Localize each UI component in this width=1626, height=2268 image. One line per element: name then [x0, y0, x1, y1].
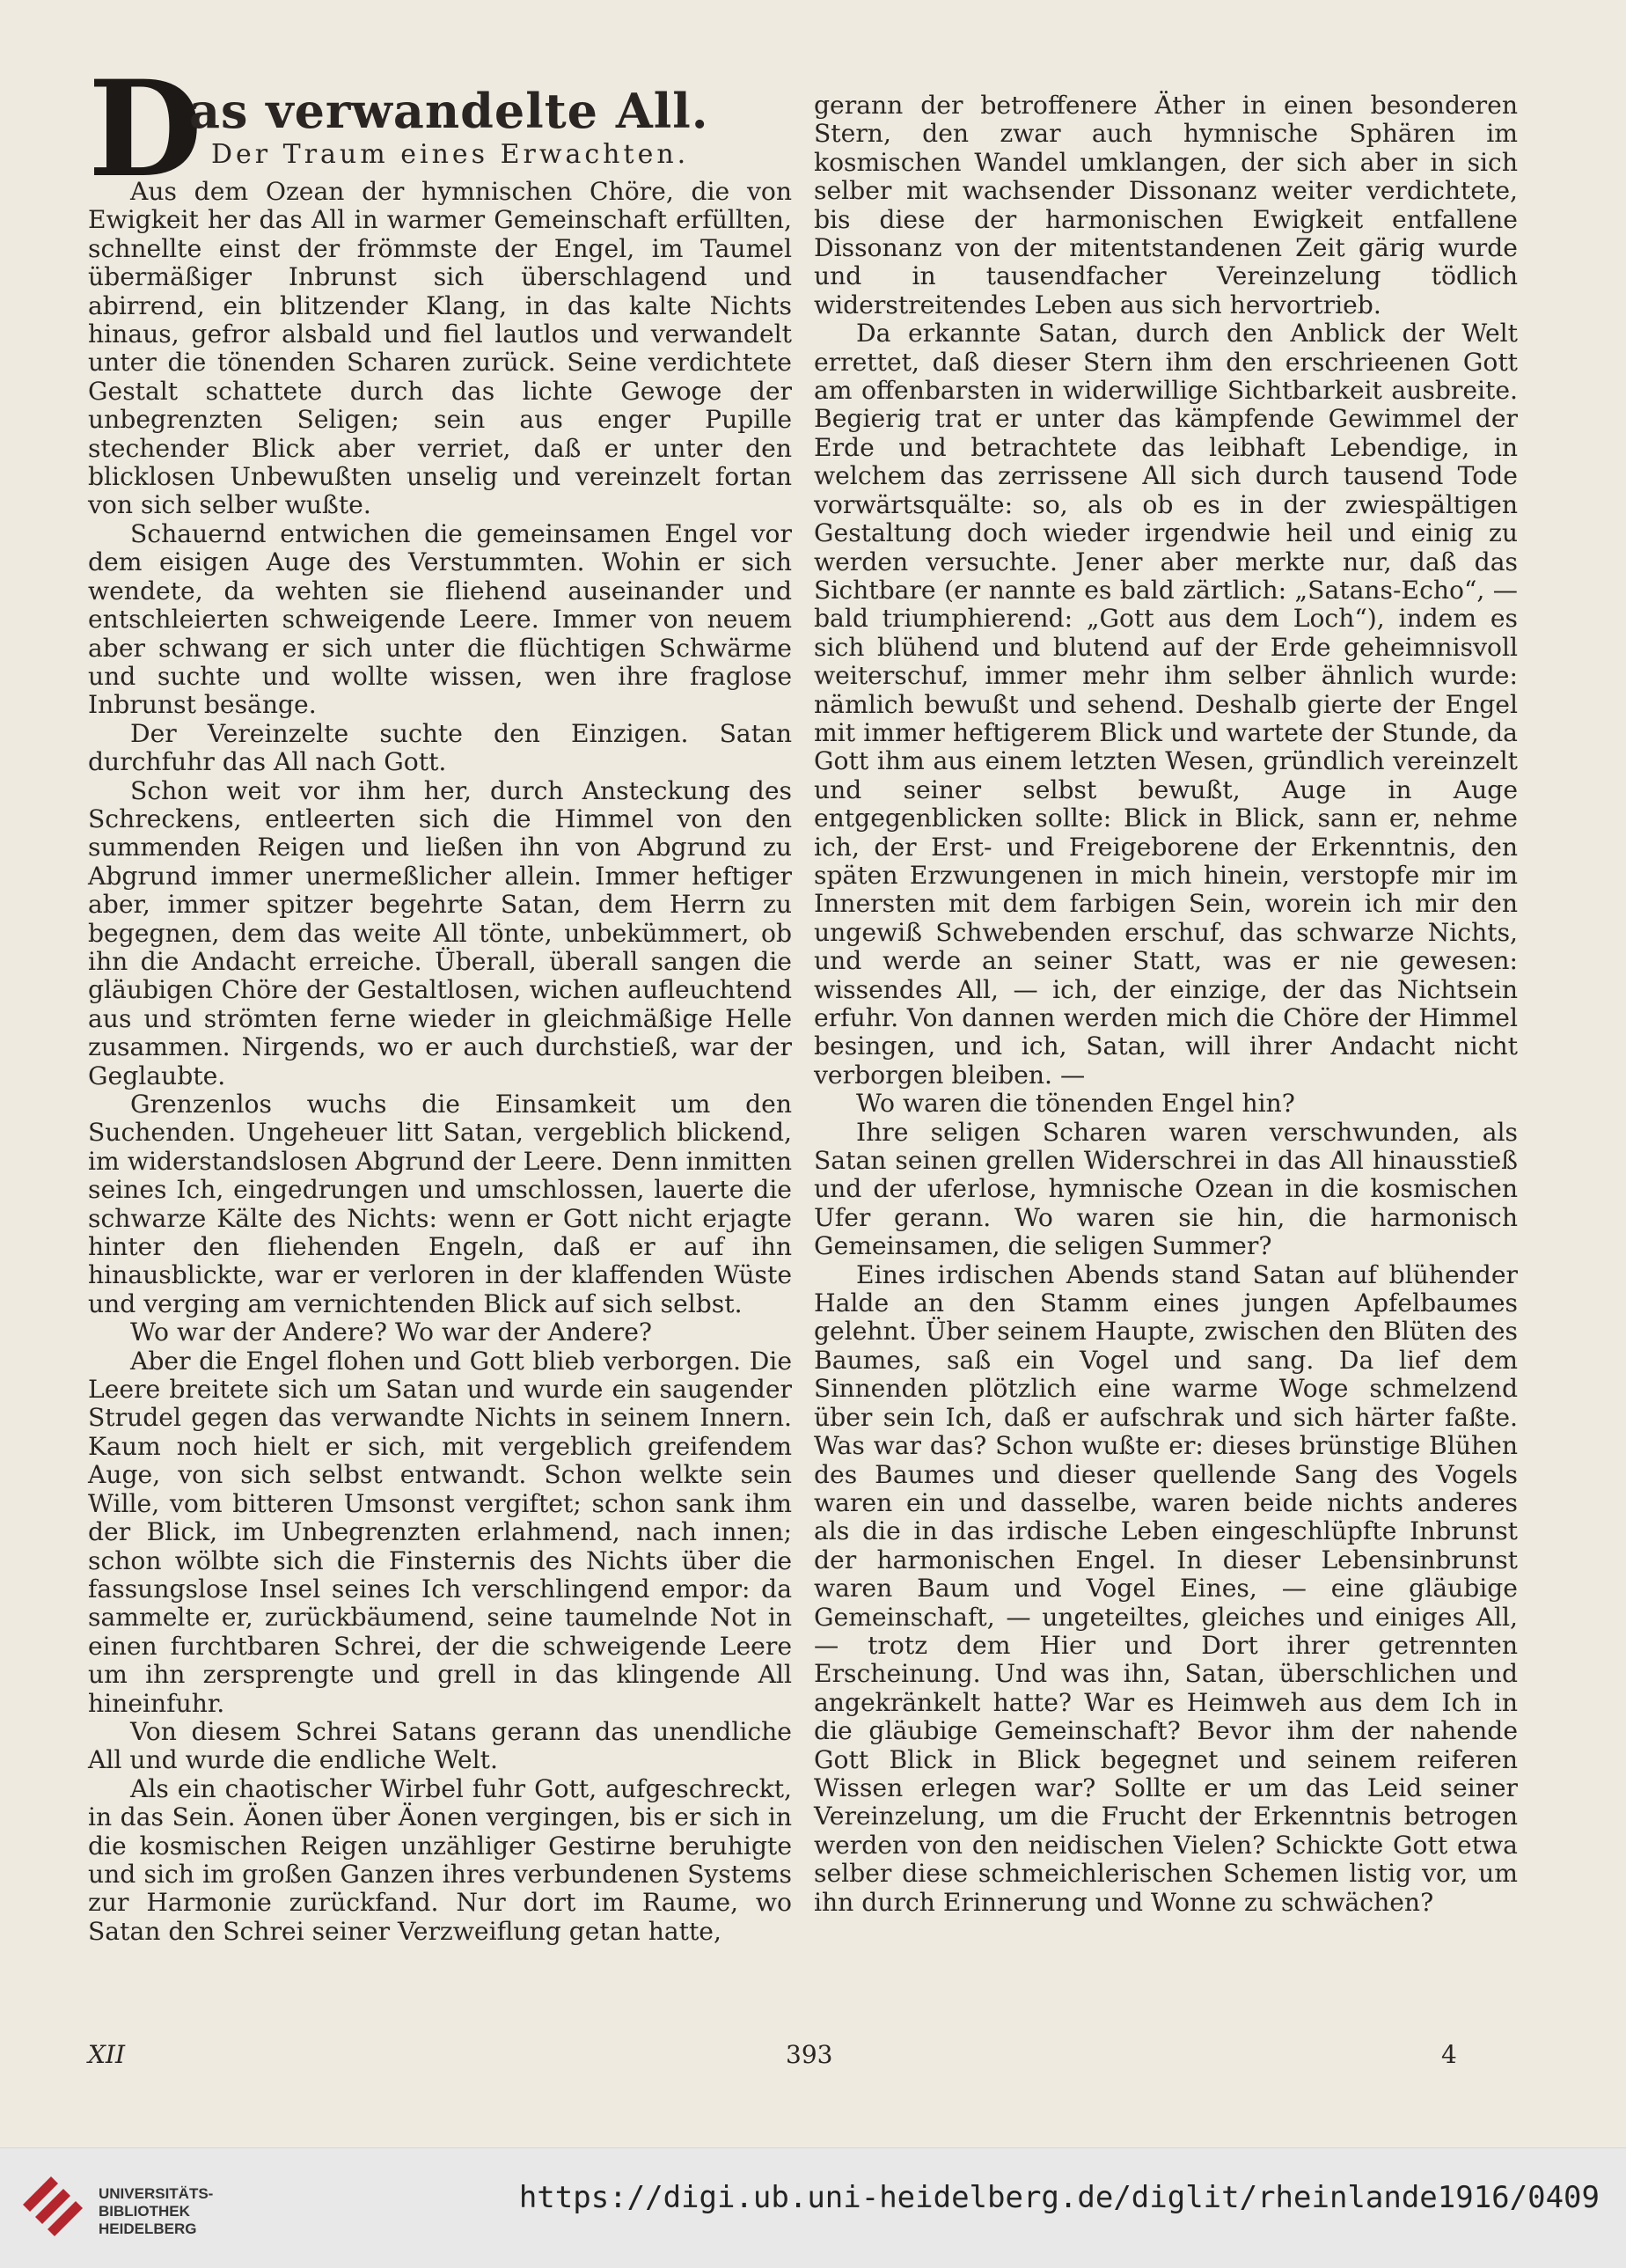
signature-mark: 4: [1441, 2040, 1457, 2069]
paragraph: Von diesem Schrei Satans gerann das unendliche All und wurde die endliche Welt.: [88, 1716, 792, 1775]
paragraph: Wo waren die tönenden Engel hin?: [856, 1089, 1295, 1119]
paragraph: Grenzenlos wuchs die Einsamkeit um den Suchenden. Ungeheuer litt Satan, vergeblich blickend, im widerstandslosen Abgrund der Leere. Denn inmitten seines Ich, eingedrungen und umschlossen, lauerte die schwarze Kälte des Nichts: wenn er Gott nicht erjagte hinter den fliehenden Engeln, daß er auf ihn hinausblickte, war er verloren in der klaffenden Wüste und verging am vernichtenden Blick auf sich selbst.: [88, 1090, 792, 1318]
drop-cap: D: [88, 52, 203, 207]
article-heading: [88, 52, 792, 207]
paragraph: Eines irdischen Abends stand Satan auf blühender Halde an den Stamm eines jungen Apfelbaumes gelehnt. Über seinem Haupte, zwischen den Blüten des Baumes, saß ein Vogel und sang. Da lief dem Sinnenden plötzlich eine warme Woge schmelzend über sein Ich, daß er aufschrak und sich härter faßte. Was war das? Schon wußte er: dieses brünstige Blühen des Baumes und dieser quellende Sang des Vogels waren ein und dasselbe, waren beide nichts anderes als die in das irdische Leben eingeschlüpfte Inbrunst der harmonischen Engel. In dieser Lebensinbrunst waren Baum und Vogel Eines, — eine gläubige Gemeinschaft, — ungeteiltes, gleiches und einiges All, — trotz dem Hier und Dort ihrer getrennten Erscheinung. Und was ihn, Satan, überschlichen und angekränkelt hatte? War es Heimweh aus dem Ich in die gläubige Gemeinschaft? Bevor ihm der nahende Gott Blick in Blick begegnet und seinem reiferen Wissen erlegen war? Sollte er um das Leid seiner Vereinzelung, um die Frucht der Erkenntnis betrogen werden von den neidischen Vielen? Schickte Gott etwa selber diese schmeichlerischen Schemen listig vor, um ihn durch Erinnerung und Wonne zu schwächen?: [814, 1259, 1518, 1917]
paragraph: Wo war der Andere? Wo war der Andere?: [130, 1317, 652, 1347]
paragraph: Da erkannte Satan, durch den Anblick der Welt errettet, daß dieser Stern ihm den erschrieenen Gott am offenbarsten in widerwillige Sichtbarkeit ausbreite. Begierig trat er unter das kämpfende Gewimmel der Erde und betrachtete das leibhaft Lebendige, in welchem das zerrissene All sich durch tausend Tode vorwärtsquälte: so, als ob es in der zwiespältigen Gestaltung doch wieder irgendwie heil und einig zu werden versuchte. Jener aber merkte nur, daß das Sichtbare (er nannte es bald zärtlich: „Satans-Echo“, — bald triumphierend: „Gott aus dem Loch“), indem es sich blühend und blutend auf der Erde geheimnisvoll weiterschuf, immer mehr ihm selber ähnlich wurde: nämlich bewußt und sehend. Deshalb gierte der Engel mit immer heftigerem Blick und wartete der Stunde, da Gott ihm aus einem letzten Wesen, gründlich vereinzelt und seiner selbst bewußt, Auge in Auge entgegenblicken sollte: Blick in Blick, sann er, nehme ich, der Erst- und Freigeborene der Erkenntnis, den späten Erzwungenen in mich hinein, verstopfe mir im Innersten mit dem farbigen Sein, worein ich mir den ungewiß Schwebenden erschuf, das schwarze Nichts, und werde an seiner Statt, was er nie gewesen: wissendes All, — ich, der einzige, der das Nichtsein erfuhr. Von dannen werden mich die Chöre der Himmel besingen, und ich, Satan, will ihrer Andacht nicht verborgen bleiben. —: [814, 319, 1518, 1090]
page-url[interactable]: https://digi.ub.uni-heidelberg.de/diglit/rheinlande1916/0409: [518, 2180, 1600, 2215]
paragraph: Aus dem Ozean der hymnischen Chöre, die von Ewigkeit her das All in warmer Gemeinschaft erfüllten, schnellte einst der frömmste der Engel, im Taumel übermäßiger Inbrunst sich überschlagend und abirrend, ein blitzender Klang, in das kalte Nichts hinaus, gefror alsbald und fiel lautlos und verwandelt unter die tönenden Scharen zurück. Seine verdichtete Gestalt schattete durch das lichte Gewoge der unbegrenzten Seligen; sein aus enger Pupille stechender Blick aber verriet, daß er unter den blicklosen Unbewußten unselig und vereinzelt fortan von sich selber wußte.: [88, 177, 792, 520]
library-logo-icon[interactable]: [16, 2169, 92, 2245]
library-name-line: BIBLIOTHEK: [99, 2203, 190, 2220]
volume-number: XII: [88, 2040, 126, 2069]
library-name-line: UNIVERSITÄTS-: [99, 2185, 214, 2202]
article-title: as verwandelte All.: [189, 83, 709, 139]
viewer-bottom-bar: [0, 2147, 1626, 2268]
library-name-line: HEIDELBERG: [99, 2220, 197, 2237]
paragraph: Schon weit vor ihm her, durch Ansteckung des Schreckens, entleerten sich die Himmel von den summenden Reigen und ließen ihn von Abgrund zu Abgrund immer unermeßlicher allein. Immer heftiger aber, immer spitzer begehrte Satan, dem Herrn zu begegnen, dem das weite All tönte, unbekümmert, ob ihn die Andacht erreiche. Überall, überall sangen die gläubigen Chöre der Gestaltlosen, wichen aufleuchtend aus und strömten ferne wieder in gleichmäßige Helle zusammen. Nirgends, wo er auch durchstieß, war der Geglaubte.: [88, 775, 792, 1090]
text-column-right: [814, 92, 1518, 1917]
page-number: 393: [786, 2040, 833, 2069]
paragraph: gerann der betroffenere Äther in einen besonderen Stern, den zwar auch hymnische Sphären im kosmischen Wandel umklangen, der sich aber in sich selber mit wachsender Dissonanz weiter verdichtete, bis diese der harmonischen Ewigkeit entfallene Dissonanz von der mitentstandenen Zeit gärig wurde und in tausendfacher Vereinzelung tödlich widerstreitendes Leben aus sich hervortrieb.: [814, 91, 1518, 319]
library-name: [99, 2185, 213, 2238]
paragraph: Der Vereinzelte suchte den Einzigen. Satan durchfuhr das All nach Gott.: [88, 718, 792, 777]
paragraph: Schauernd entwichen die gemeinsamen Engel vor dem eisigen Auge des Verstummten. Wohin er sich wendete, da wehten sie fliehend auseinander und entschleierten schweigende Leere. Immer von neuem aber schwang er sich unter die flüchtigen Schwärme und suchte und wollte wissen, wen ihre fraglose Inbrunst besänge.: [88, 518, 792, 720]
paragraph: Als ein chaotischer Wirbel fuhr Gott, aufgeschreckt, in das Sein. Äonen über Äonen vergingen, bis er sich in die kosmischen Reigen unzähliger Gestirne beruhigte und sich im großen Ganzen ihres verbundenen Systems zur Harmonie zurückfand. Nur dort im Raume, wo Satan den Schrei seiner Verzweiflung getan hatte,: [88, 1773, 792, 1946]
paragraph: Aber die Engel flohen und Gott blieb verborgen. Die Leere breitete sich um Satan und wurde ein saugender Strudel gegen das verwandte Nichts in seinem Innern. Kaum noch hielt er sich, mit vergeblich greifendem Auge, von sich selbst entwandt. Schon welkte sein Wille, vom bitteren Umsonst vergiftet; schon sank ihm der Blick, im Unbegrenzten erlahmend, nach innen; schon wölbte sich die Finsternis des Nichts über die fassungslose Insel seines Ich verschlingend empor: da sammelte er, zurückbäumend, seine taumelnde Not in einen furchtbaren Schrei, der die schweigende Leere um ihn zersprengte und grell in das klingende All hineinfuhr.: [88, 1346, 792, 1718]
text-column-left: [88, 178, 792, 1946]
article-subtitle: Der Traum eines Erwachten.: [211, 139, 690, 170]
paragraph: Ihre seligen Scharen waren verschwunden, als Satan seinen grellen Widerschrei in das All hinausstieß und der uferlose, hymnische Ozean in die kosmischen Ufer gerann. Wo waren sie hin, die harmonisch Gemeinsamen, die seligen Summer?: [814, 1117, 1518, 1261]
